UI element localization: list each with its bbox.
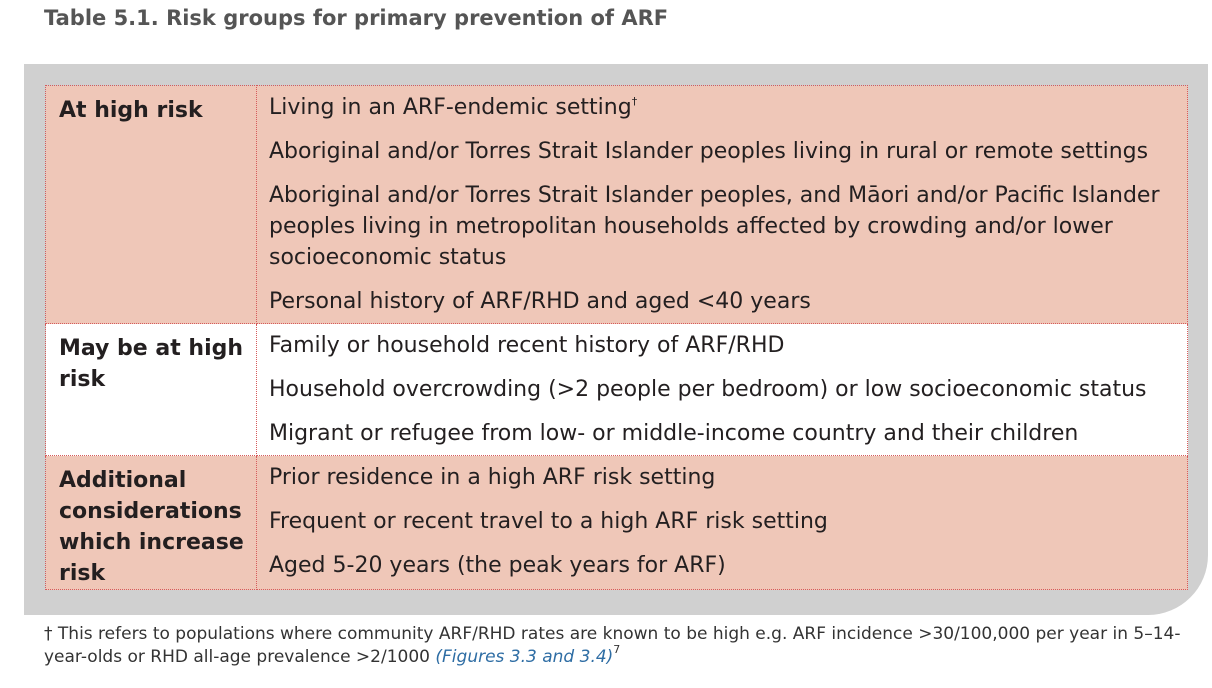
list-item: Aboriginal and/or Torres Strait Islander peoples, and Māori and/or Pacific Islander peoples living in metropolitan households affected by crowding and/or lower socioeconomic status	[269, 183, 1160, 270]
list-item: Migrant or refugee from low- or middle-income country and their children	[269, 421, 1079, 446]
list-item: Prior residence in a high ARF risk setting	[269, 465, 716, 490]
list-item: Living in an ARF-endemic setting†	[269, 95, 638, 120]
citation-marker: 7	[613, 643, 621, 656]
row-label: At high risk	[46, 86, 257, 324]
row-items	[257, 456, 1188, 590]
row-label: Additional considerations which increase risk	[46, 456, 257, 590]
row-items	[257, 324, 1188, 456]
list-item: Aged 5-20 years (the peak years for ARF)	[269, 553, 726, 578]
list-item: Household overcrowding (>2 people per bedroom) or low socioeconomic status	[269, 377, 1147, 402]
row-label: May be at high risk	[46, 324, 257, 456]
footnote-text: † This refers to populations where community ARF/RHD rates are known to be high e.g. ARF incidence >30/100,000 per year in 5–14-year-olds or RHD all-age prevalence >2/1000	[44, 624, 1181, 667]
list-item: Personal history of ARF/RHD and aged <40 years	[269, 289, 811, 314]
list-item: Frequent or recent travel to a high ARF risk setting	[269, 509, 828, 534]
list-item: Family or household recent history of ARF/RHD	[269, 333, 785, 358]
figure-reference-link[interactable]: (Figures 3.3 and 3.4)	[435, 647, 614, 667]
risk-groups-table	[45, 85, 1188, 590]
table-row-additional-considerations	[46, 456, 1188, 590]
list-item: Aboriginal and/or Torres Strait Islander peoples living in rural or remote settings	[269, 139, 1149, 164]
table-title: Table 5.1. Risk groups for primary prevention of ARF	[44, 6, 669, 30]
table-footnote	[44, 623, 1194, 669]
table-row-may-be-at-high-risk	[46, 324, 1188, 456]
row-items	[257, 86, 1188, 324]
table-row-at-high-risk	[46, 86, 1188, 324]
dagger-marker: †	[631, 95, 638, 108]
